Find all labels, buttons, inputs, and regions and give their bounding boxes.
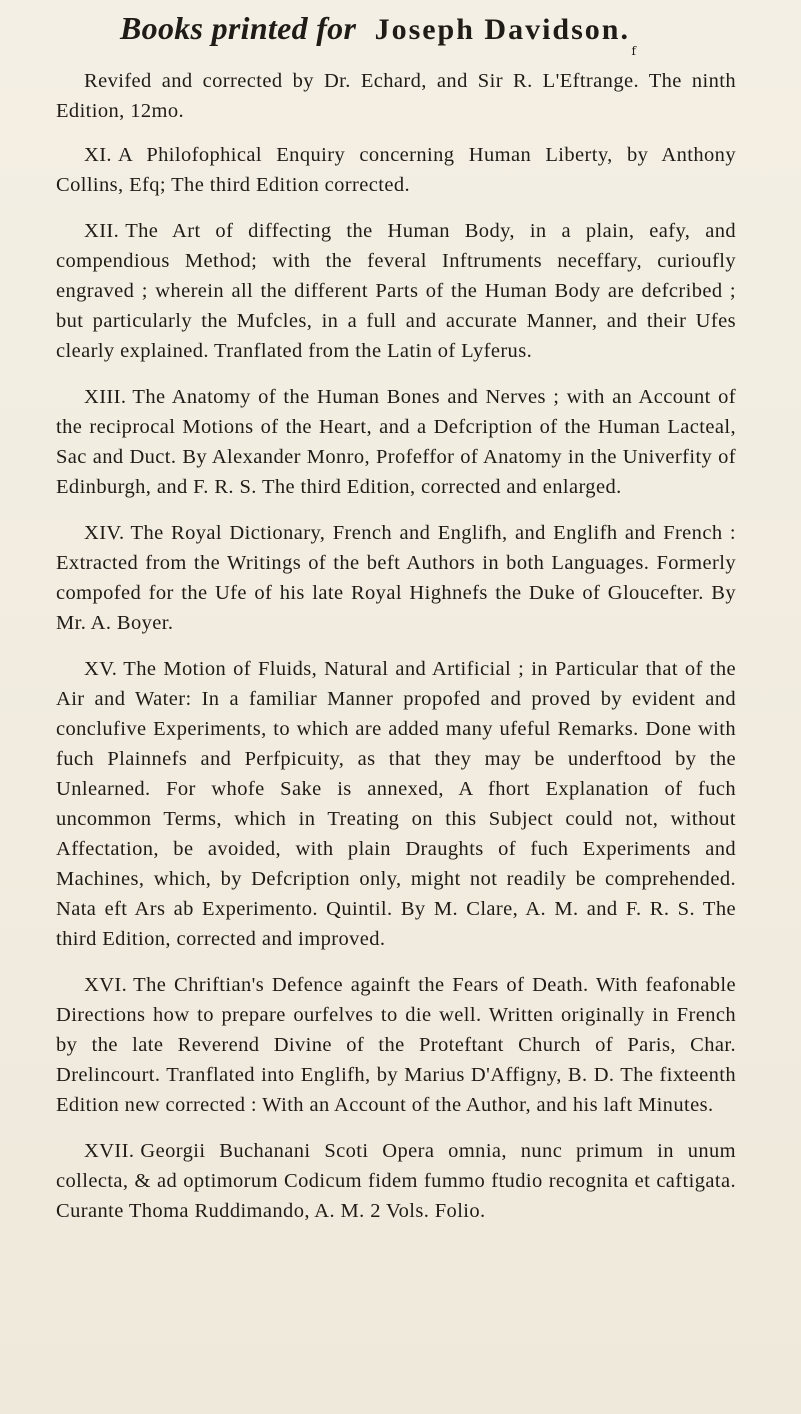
entry-number: XVI. [84, 974, 128, 996]
entry-xii [56, 216, 736, 366]
running-title [120, 10, 630, 47]
entry-xv [56, 654, 736, 954]
entry-xiii [56, 382, 736, 502]
entry-text: A Philofophical Enquiry concerning Human Liberty, by Anthony Collins, Efq; The third Edition corrected. [56, 144, 736, 196]
advertisement-list [56, 66, 736, 1242]
entry-number: XV. [84, 658, 118, 680]
entry-text: Revifed and corrected by Dr. Echard, and Sir R. L'Eftrange. The ninth Edition, 12mo. [56, 70, 736, 122]
entry-text: The Anatomy of the Human Bones and Nerves ; with an Account of the reciprocal Motions of the Heart, and a Defcription of the Human Lacteal, Sac and Duct. By Alexander Monro, Profeffor of Anatomy in the Univerfity of Edinburgh, and F. R. S. The third Edition, corrected and enlarged. [56, 386, 736, 498]
publisher-name: Joseph Davidson. [374, 13, 630, 46]
entry-number: XIV. [84, 522, 125, 544]
entry-number: XII. [84, 220, 120, 242]
running-title-text: Books printed for [120, 10, 357, 46]
entry-text: The Art of diffecting the Human Body, in a plain, eafy, and compendious Method; with the feveral Inftruments neceffary, curioufly engraved ; wherein all the different Parts of the Human Body are defcribed ; but particularly the Mufcles, in a full and accurate Manner, and their Ufes clearly explained. Tranflated from the Latin of Lyferus. [56, 220, 736, 362]
entry-xvi [56, 970, 736, 1120]
entry-xi [56, 140, 736, 200]
entry-xiv [56, 518, 736, 638]
entry-text: The Royal Dictionary, French and Englifh, and Englifh and French : Extracted from the Writings of the beft Authors in both Languages. Formerly compofed for the Ufe of his late Royal Highnefs the Duke of Gloucefter. By Mr. A. Boyer. [56, 522, 736, 634]
entry-number: XVII. [84, 1140, 135, 1162]
entry-continuation [56, 66, 736, 126]
entry-text: The Motion of Fluids, Natural and Artificial ; in Particular that of the Air and Water: In a familiar Manner propofed and proved by evident and conclufive Experiments, to which are added many ufeful Remarks. Done with fuch Plainnefs and Perfpicuity, as that they may be underftood by the Unlearned. For whofe Sake is annexed, A fhort Explanation of fuch uncommon Terms, which in Treating on this Subject could not, without Affectation, be avoided, with plain Draughts of fuch Experiments and Machines, which, by Defcription only, might not readily be comprehended. Nata eft Ars ab Experimento. Quintil. By M. Clare, A. M. and F. R. S. The third Edition, corrected and improved. [56, 658, 736, 950]
signature-mark: f [631, 44, 636, 58]
running-header [120, 4, 720, 56]
entry-number: XI. [84, 144, 112, 166]
entry-text: Georgii Buchanani Scoti Opera omnia, nunc primum in unum collecta, & ad optimorum Codicum fidem fummo ftudio recognita et caftigata. Curante Thoma Ruddimando, A. M. 2 Vols. Folio. [56, 1140, 736, 1222]
entry-number: XIII. [84, 386, 127, 408]
entry-xvii [56, 1136, 736, 1226]
entry-text: The Chriftian's Defence againft the Fears of Death. With feafonable Directions how to prepare ourfelves to die well. Written originally in French by the late Reverend Divine of the Proteftant Church of Paris, Char. Drelincourt. Tranflated into Englifh, by Marius D'Affigny, B. D. The fixteenth Edition new corrected : With an Account of the Author, and his laft Minutes. [56, 974, 736, 1116]
